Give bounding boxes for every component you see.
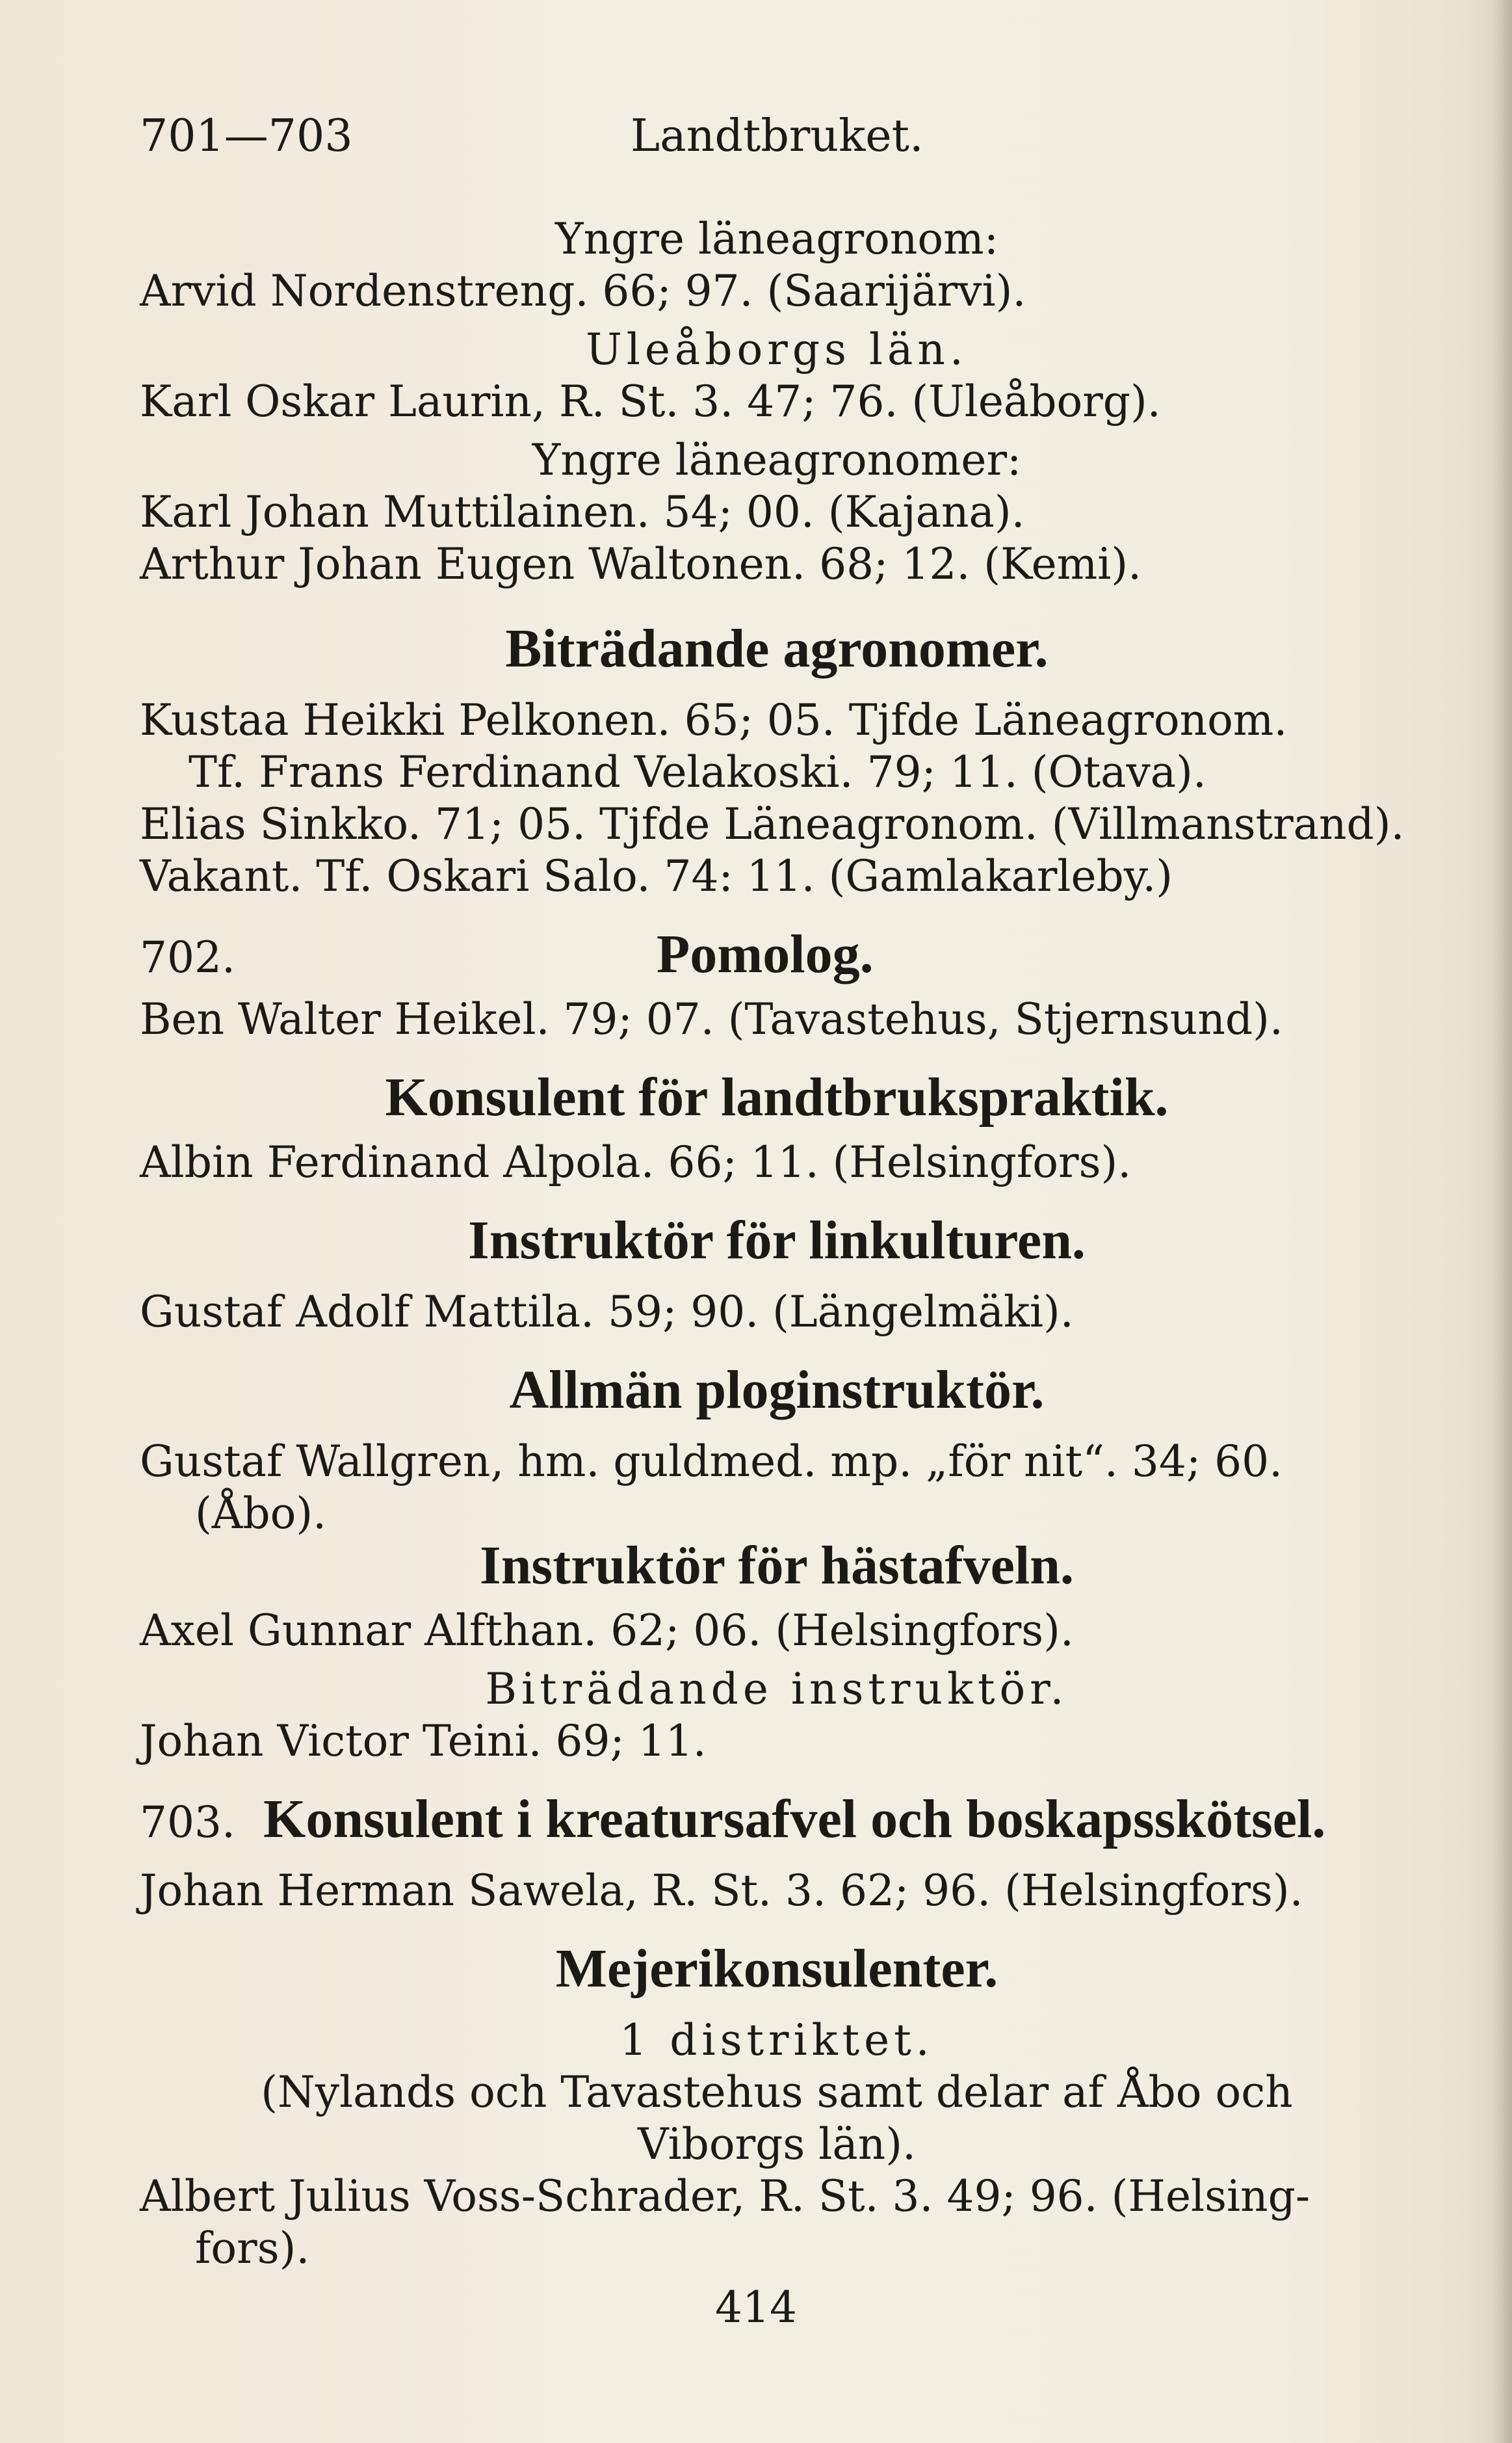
district-note: Viborgs län).	[638, 2119, 916, 2169]
entry: Albert Julius Voss-Schrader, R. St. 3. 49; 96. (Helsing-	[140, 2171, 1310, 2221]
section-heading: Konsulent för landtbrukspraktik.	[385, 1067, 1169, 1128]
entry-continued: fors).	[195, 2223, 310, 2273]
entry: Vakant. Tf. Oskari Salo. 74: 11. (Gamlakarleby.)	[140, 851, 1173, 901]
entry: Elias Sinkko. 71; 05. Tjfde Läneagronom. (Villmanstrand).	[140, 799, 1405, 849]
subheading: Yngre läneagronom:	[555, 214, 998, 264]
subheading: Yngre läneagronomer:	[532, 435, 1022, 485]
section-number: 702.	[140, 932, 235, 983]
entry: Karl Oskar Laurin, R. St. 3. 47; 76. (Uleåborg).	[140, 376, 1161, 427]
entry: Arvid Nordenstreng. 66; 97. (Saarijärvi).	[140, 266, 1026, 316]
section-heading: Mejerikonsulenter.	[555, 1938, 998, 1999]
district-heading: Uleåborgs län.	[586, 324, 968, 375]
district-heading: 1 distriktet.	[619, 2015, 934, 2065]
section-heading: Instruktör för hästafveln.	[480, 1535, 1074, 1596]
entry: Kustaa Heikki Pelkonen. 65; 05. Tjfde Läneagronom.	[140, 695, 1288, 745]
page-number: 414	[715, 2282, 797, 2332]
entry-continued: (Åbo).	[195, 1488, 327, 1538]
entry: Johan Victor Teini. 69; 11.	[140, 1716, 707, 1766]
running-title: Landtbruket.	[631, 111, 924, 162]
entry: Karl Johan Muttilainen. 54; 00. (Kajana).	[140, 487, 1025, 537]
section-heading: Biträdande agronomer.	[505, 618, 1049, 679]
entry: Gustaf Wallgren, hm. guldmed. mp. „för nit“. 34; 60.	[140, 1436, 1283, 1486]
entry: Ben Walter Heikel. 79; 07. (Tavastehus, Stjernsund).	[140, 994, 1283, 1044]
section-heading-703	[140, 1786, 1414, 1853]
entry: Gustaf Adolf Mattila. 59; 90. (Längelmäki).	[140, 1287, 1074, 1337]
page-edge-shadow	[1492, 0, 1512, 2443]
section-title: Konsulent i kreatursafvel och boskapsskötsel.	[263, 1789, 1326, 1849]
entry: Axel Gunnar Alfthan. 62; 06. (Helsingfors).	[140, 1605, 1074, 1656]
district-note: (Nylands och Tavastehus samt delar af Åbo och	[261, 2067, 1293, 2117]
entry: Arthur Johan Eugen Waltonen. 68; 12. (Kemi).	[140, 539, 1142, 589]
subheading: Biträdande instruktör.	[485, 1664, 1069, 1714]
section-number: 703.	[140, 1797, 235, 1847]
section-heading: Instruktör för linkulturen.	[468, 1210, 1086, 1271]
section-title: Pomolog.	[657, 924, 874, 984]
entry: Albin Ferdinand Alpola. 66; 11. (Helsingfors).	[140, 1137, 1132, 1187]
section-heading-702	[140, 921, 1414, 988]
entry: Tf. Frans Ferdinand Velakoski. 79; 11. (Otava).	[189, 747, 1206, 797]
section-range: 701—703	[140, 111, 353, 162]
section-heading: Allmän ploginstruktör.	[509, 1360, 1045, 1420]
entry: Johan Herman Sawela, R. St. 3. 62; 96. (Helsingfors).	[140, 1866, 1303, 1916]
